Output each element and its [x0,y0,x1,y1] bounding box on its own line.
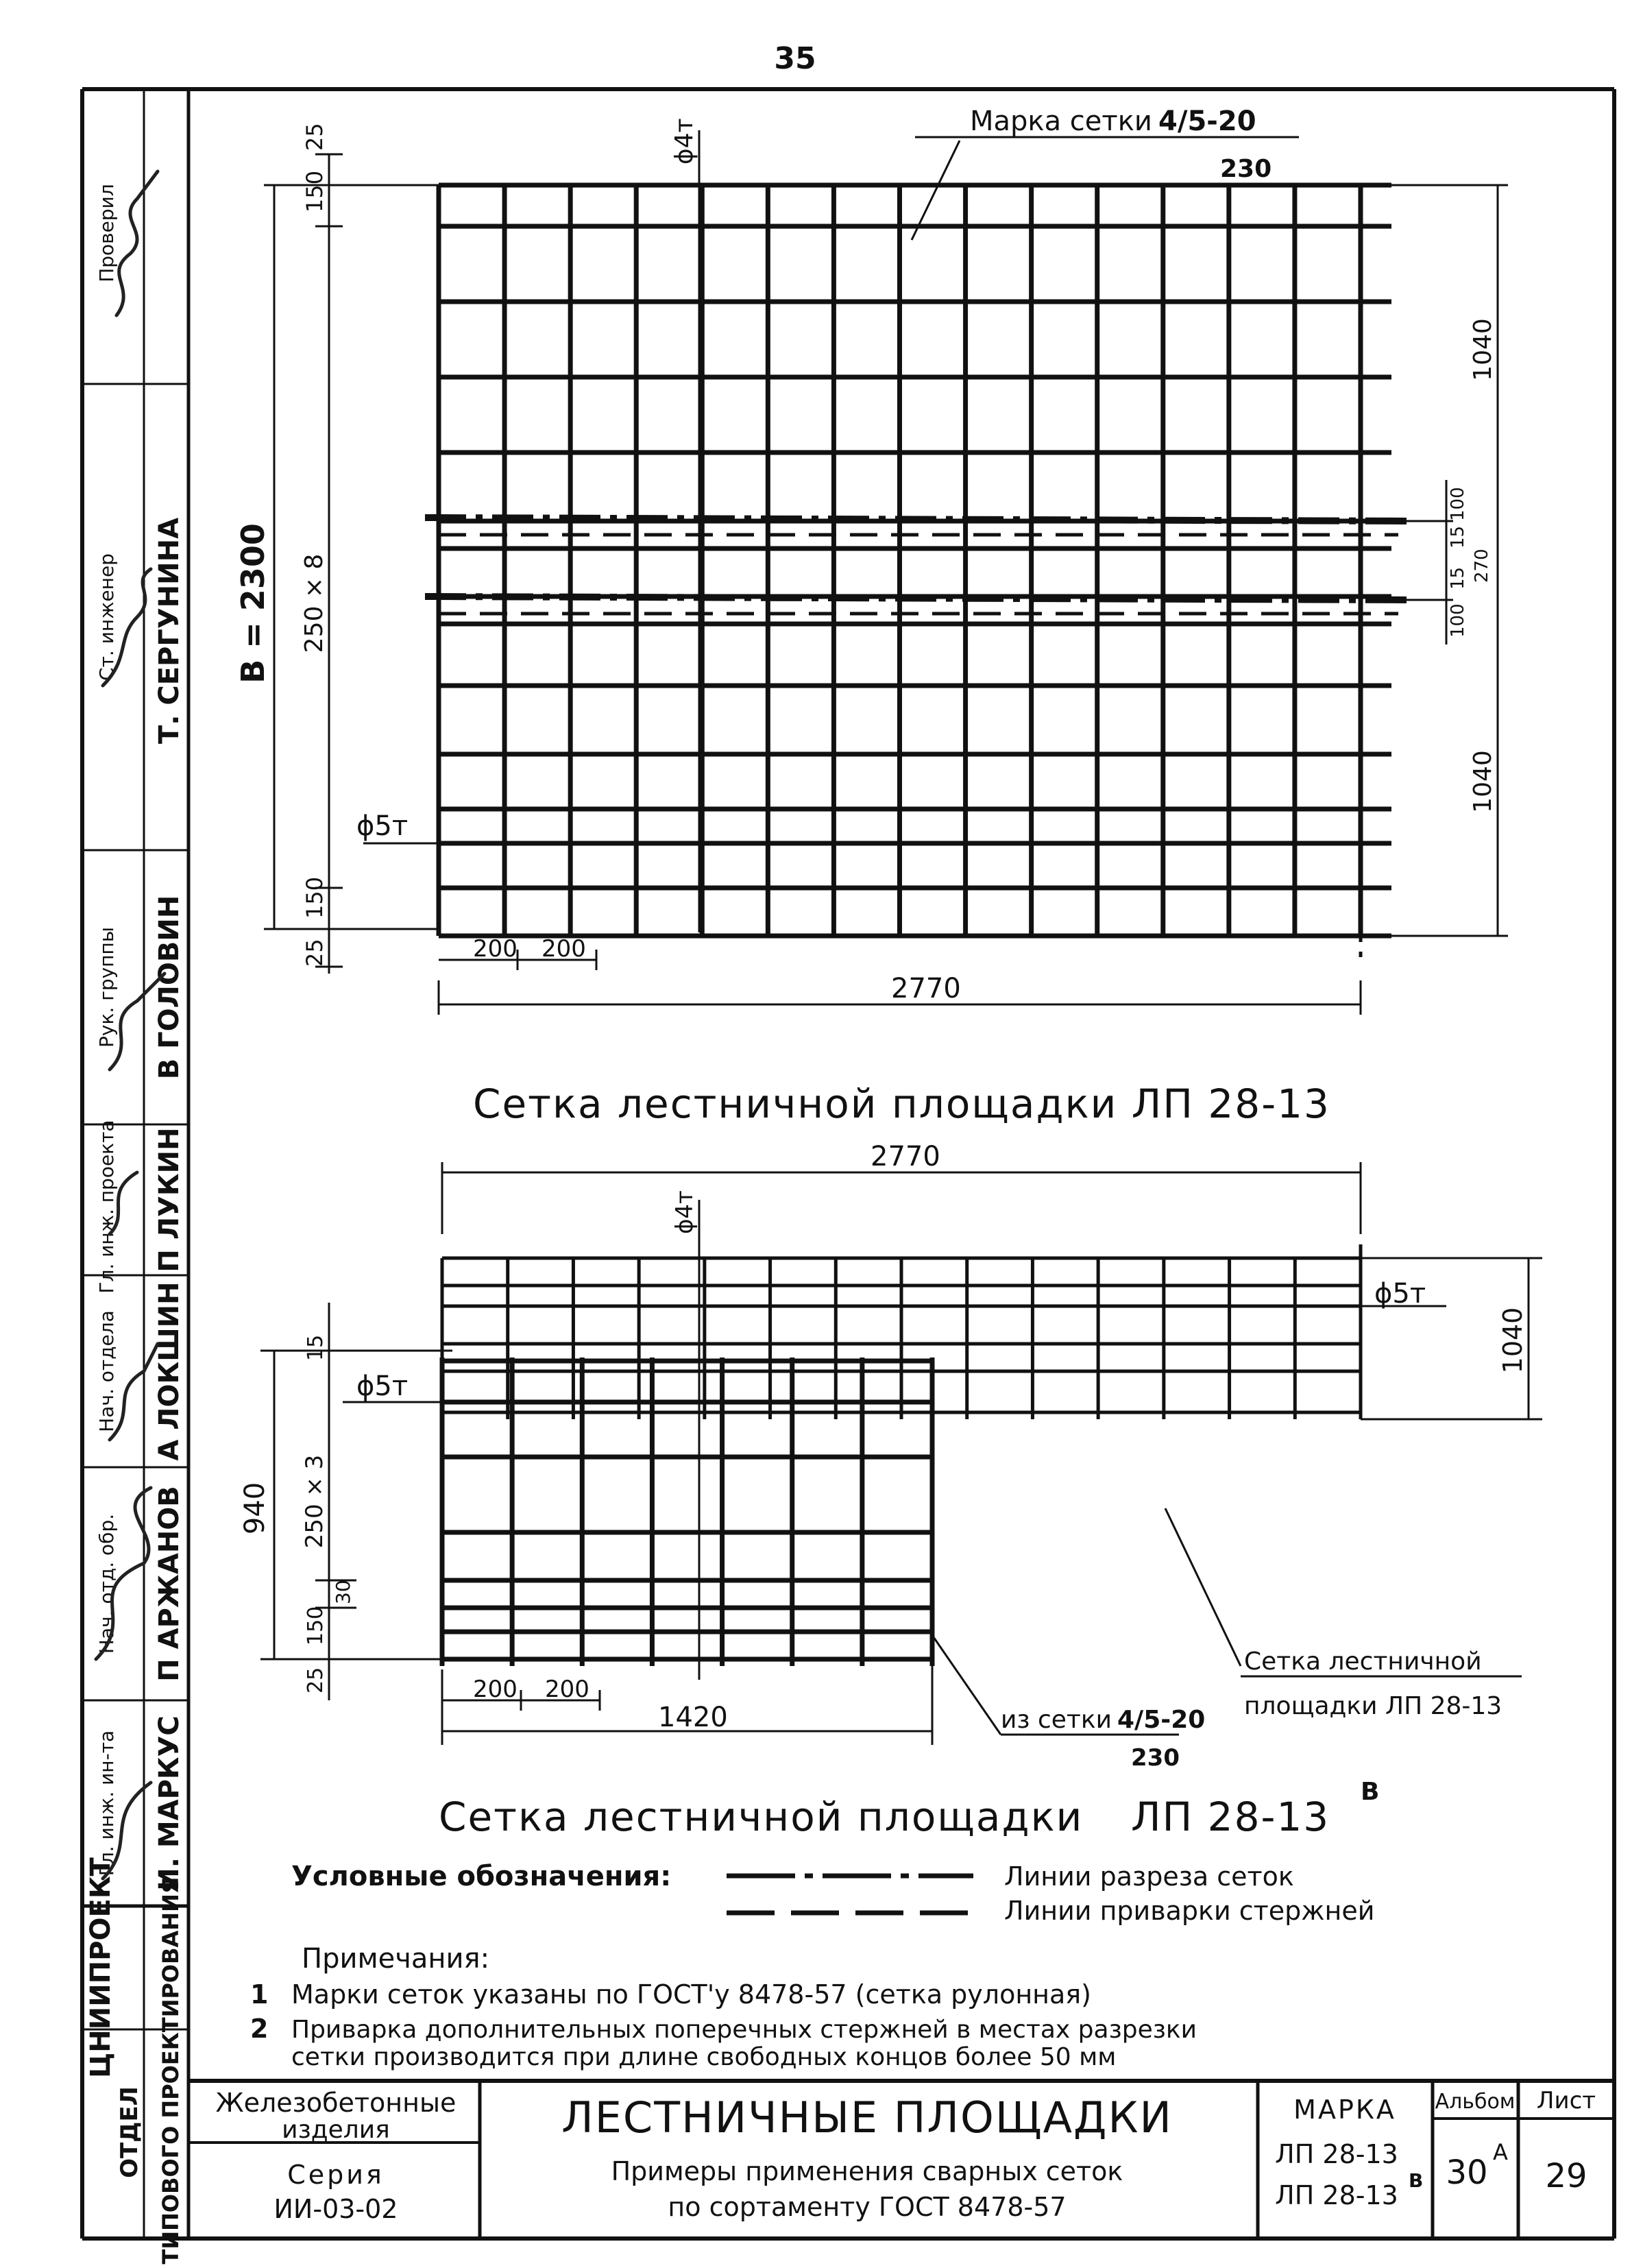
d1-dim-200b: 200 [541,935,586,963]
d1-dim-top25: 25 [302,123,328,151]
legend-item-2: Линии приварки стержней [1004,1896,1375,1926]
d2-from-mesh-label: из сетки [1001,1706,1112,1734]
sheet-frame [82,89,1614,2239]
stamp-role-dept: Нач. отд. обр. [95,1513,118,1654]
d2-dim-150: 150 [304,1606,328,1645]
stamp-role-institute: Гл. инж. ин-та [95,1730,118,1877]
tb-sheet-value: 29 [1545,2157,1587,2195]
note-1: Марки сеток указаны по ГОСТ'у 8478-57 (сетка рулонная) [291,1979,1091,2010]
d1-dia-top: ϕ4т [670,118,698,165]
stamp-name-sergunina: Т. СЕРГУНИНА [154,517,185,745]
tb-subtitle-2: по сортаменту ГОСТ 8478-57 [668,2192,1067,2222]
d2-dim-250x3: 250 × 3 [301,1454,328,1549]
tb-title: ЛЕСТНИЧНЫЕ ПЛОЩАДКИ [561,2092,1173,2143]
d2-dim-200b: 200 [545,1676,589,1703]
legend-item-1: Линии разреза сеток [1004,1861,1294,1892]
d1-dim-r15a: 15 [1448,525,1468,548]
d2-dim-200a: 200 [473,1676,518,1703]
d2-dia-right: ϕ5т [1374,1278,1426,1310]
d1-mark-label: Марка сетки [970,106,1152,137]
tb-category-1: Железобетонные [215,2088,457,2118]
stamp-name-lukin: П ЛУКИН [154,1127,185,1272]
note-2-line2: сетки производится при длине свободных концов более 50 мм [291,2043,1117,2071]
d1-caption: Сетка лестничной площадки ЛП 28-13 [473,1081,1330,1127]
d1-dia-side: ϕ5т [356,810,409,842]
stamp-name-golovin: В ГОЛОВИН [154,895,185,1080]
tb-series-1: Серия [287,2160,385,2190]
tb-mark-2: ЛП 28-13 [1275,2180,1398,2210]
d1-dim-r270: 270 [1472,548,1492,583]
page-number: 35 [774,41,816,76]
d2-from-mesh-value: 4/5-20 [1117,1706,1206,1734]
d1-b-total: В = 2300 [234,523,271,684]
side-stamp [85,171,185,2265]
d1-dim-right-top: 1040 [1469,318,1497,381]
tb-category-2: изделия [282,2116,390,2144]
d2-dia-top: ϕ4т [671,1190,698,1234]
tb-mark-header: МАРКА [1293,2095,1396,2125]
d2-caption-mark: ЛП 28-13 [1131,1794,1330,1840]
tb-subtitle-1: Примеры применения сварных сеток [611,2156,1123,2186]
stamp-role-engineer: Ст. инженер [95,553,118,681]
notes-title: Примечания: [302,1943,490,1975]
notes [250,1943,1197,2071]
tb-mark-2-sup: В [1409,2169,1424,2192]
stamp-org: ЦНИИПРОЕКТ [85,1857,117,2078]
d1-dim-mid: 250 × 8 [300,553,328,653]
d1-dim-bot25: 25 [302,939,328,967]
tb-mark-1: ЛП 28-13 [1275,2139,1398,2169]
d2-dia-left: ϕ5т [356,1371,409,1402]
d1-dim-right-bot: 1040 [1469,750,1497,813]
stamp-dept-line2: ТИПОВОГО ПРОЕКТИРОВАНИЯ [158,1877,184,2265]
stamp-role-head: Нач. отдела [95,1310,118,1432]
d1-dim-r100a: 100 [1448,487,1468,521]
d1-dim-r15b: 15 [1448,566,1468,590]
d1-dim-length: 2770 [891,973,961,1004]
d1-dim-top150: 150 [302,170,328,213]
d2-caption-sup: В [1361,1778,1380,1806]
note-2-line1: Приварка дополнительных поперечных стержней в местах разрезки [291,2016,1197,2044]
d2-from-mesh-den: 230 [1131,1744,1180,1772]
d2-caption: Сетка лестничной площадки [439,1794,1084,1840]
legend-title: Условные обозначения: [291,1861,672,1892]
tb-album-header: Альбом [1435,2090,1516,2114]
stamp-name-lokshin: А ЛОКШИН [154,1281,185,1461]
stamp-name-arzhanov: П АРЖАНОВ [154,1486,185,1682]
d1-mark-den: 230 [1220,155,1272,183]
stamp-name-markus: И. МАРКУС [154,1715,185,1891]
note-2-num: 2 [250,2014,269,2044]
title-block-text [216,2087,1596,2224]
stamp-role-group: Рук. группы [95,927,118,1048]
d1-mark-value: 4/5-20 [1158,106,1256,137]
stamp-dept-line1: ОТДЕЛ [116,2086,143,2178]
d2-mesh-note-1: Сетка лестничной [1244,1648,1482,1676]
drawing-2-labels [239,1141,1528,1840]
signature-1 [117,171,158,315]
drawing-1-labels [234,106,1497,1127]
d2-dim-15: 15 [304,1334,328,1361]
tb-sheet-header: Лист [1536,2087,1596,2114]
d2-dim-25: 25 [304,1667,328,1693]
tb-album-sup: А [1493,2139,1508,2165]
note-1-num: 1 [250,1979,269,2010]
drawing-1-mesh [425,185,1412,967]
d2-mesh-note-2: площадки ЛП 28-13 [1244,1692,1502,1720]
tb-series-2: ИИ-03-02 [273,2194,398,2224]
drawing-1-dimensions [264,130,1508,1015]
d2-dim-length: 2770 [871,1141,940,1172]
drawing-2-mesh [442,1244,1361,1666]
d2-dim-940: 940 [239,1482,271,1535]
d1-dim-200a: 200 [473,935,518,963]
d2-dim-30: 30 [332,1580,354,1604]
tb-album-value: 30 [1446,2154,1488,2192]
d2-dim-1420: 1420 [658,1702,728,1733]
d2-dim-1040: 1040 [1498,1307,1528,1374]
d1-dim-r100b: 100 [1448,603,1468,638]
legend [291,1861,1374,1926]
stamp-role-checked: Проверил [95,184,118,282]
d1-dim-bot150: 150 [302,876,328,919]
stamp-role-chief: Гл. инж. проекта [95,1120,118,1294]
